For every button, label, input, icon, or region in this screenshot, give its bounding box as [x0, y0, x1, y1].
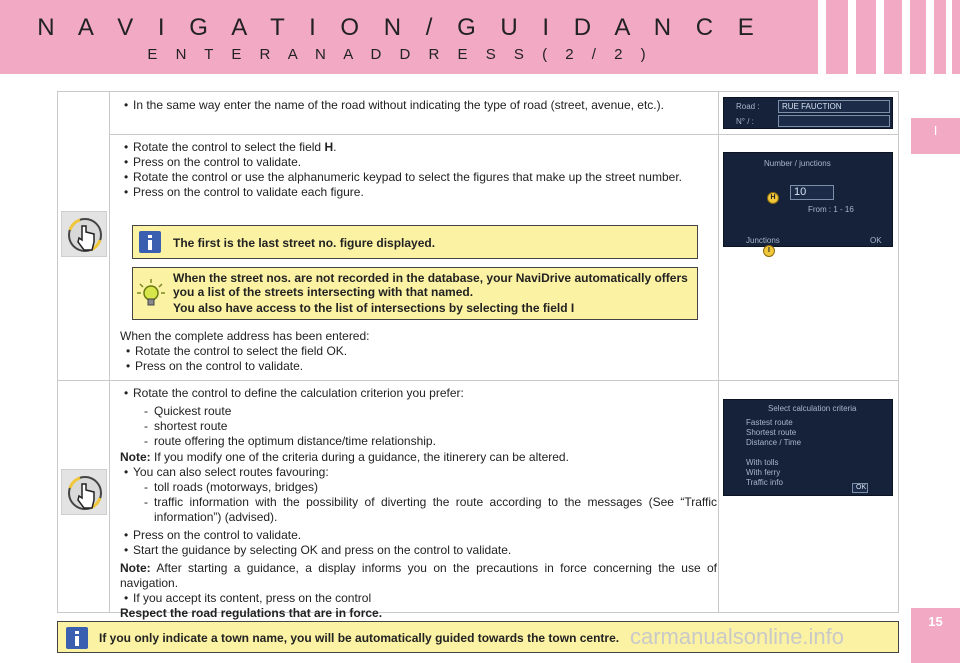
row-address [58, 92, 898, 381]
header-stripe [902, 0, 910, 74]
screen-title: Select calculation criteria [768, 404, 857, 413]
bullet-text: • Press on the control to validate each figure. [118, 185, 715, 200]
road-label: Road : [736, 102, 760, 111]
criterion-item: - Quickest route [118, 404, 715, 419]
criterion-item: - shortest route [118, 419, 715, 434]
header-stripe [848, 0, 856, 74]
tip-text-1: When the street nos. are not recorded in the database, your NaviDrive automatically offers you a list of the streets intersecting with that named. [173, 271, 688, 299]
complete-address-block [120, 329, 717, 374]
steps-list [118, 140, 715, 200]
favour-item: - toll roads (motorways, bridges) [118, 480, 717, 495]
page-header [0, 0, 960, 74]
respect-text: Respect the road regulations that are in force. [120, 606, 383, 620]
note-text: Note: If you modify one of the criteria during a guidance, the itinerery can be altered. [120, 450, 569, 464]
checkbox-item[interactable]: With tolls [746, 458, 779, 467]
page-title: N A V I G A T I O N / G U I D A N C E [37, 14, 763, 41]
image-column [718, 381, 898, 612]
criteria-block [118, 386, 715, 452]
bullet-text: • Start the guidance by selecting OK and press on the control to validate. [118, 543, 717, 558]
bullet-text: • Press on the control to validate. [120, 359, 717, 374]
note-block-1 [120, 450, 717, 621]
icon-column [58, 92, 110, 380]
ok-button: OK [870, 236, 882, 245]
number-entry-screen [723, 152, 893, 247]
marker-i: I [763, 245, 775, 257]
option-item[interactable]: Fastest route [746, 418, 793, 427]
number-field [778, 115, 890, 127]
criteria-screen [723, 399, 893, 496]
lightbulb-icon [137, 278, 165, 308]
junctions-button: Junctions [746, 236, 780, 245]
road-entry-screen [723, 97, 893, 129]
favour-item: - traffic information with the possibility of diverting the route according to the messages (See “Traffic information”) (advised). [118, 495, 717, 525]
number-label: N° / : [736, 117, 754, 126]
header-stripe [926, 0, 934, 74]
bullet-text: • You can also select routes favouring: [118, 465, 717, 480]
page-number: 15 [911, 608, 960, 663]
header-stripe [876, 0, 884, 74]
number-value-field: 10 [790, 185, 834, 200]
tip-note [132, 267, 698, 320]
page-subtitle: E N T E R A N A D D R E S S ( 2 / 2 ) [147, 46, 653, 63]
rotary-control-icon [61, 469, 107, 515]
bullet-text: • Rotate the control to select the field H. [118, 140, 715, 155]
tip-text-2: You also have access to the list of intersections by selecting the field I [173, 301, 575, 315]
content-table [57, 91, 899, 620]
bullet-text: • Press on the control to validate. [118, 155, 715, 170]
row-criteria [58, 381, 898, 620]
watermark: carmanualsonline.info [630, 624, 845, 649]
bullet-text: • Rotate the control or use the alphanumeric keypad to select the figures that make up the street number. [118, 170, 715, 185]
icon-column [58, 381, 110, 612]
checkbox-item[interactable]: Traffic info [746, 478, 783, 487]
note-text: Note: After starting a guidance, a display informs you on the precautions in force concerning the use of navigation. [120, 561, 717, 590]
complete-intro: When the complete address has been entered: [120, 329, 370, 343]
ok-button[interactable]: OK [852, 483, 868, 493]
info-note [132, 225, 698, 259]
marker-h: H [767, 192, 779, 204]
bullet-text: • Rotate the control to select the field OK. [120, 344, 717, 359]
bullet-text: • Press on the control to validate. [118, 528, 717, 543]
info-icon [139, 231, 161, 253]
option-item[interactable]: Shortest route [746, 428, 797, 437]
criterion-item: - route offering the optimum distance/time relationship. [118, 434, 715, 449]
option-item[interactable]: Distance / Time [746, 438, 802, 447]
bullet-text: • Rotate the control to define the calculation criterion you prefer: [118, 386, 715, 401]
info-note-text: The first is the last street no. figure displayed. [173, 236, 436, 250]
from-label: From : 1 - 16 [808, 205, 854, 214]
image-column [718, 92, 898, 380]
header-stripe [946, 0, 952, 74]
bullet-text: • In the same way enter the name of the road without indicating the type of road (street, avenue, etc.). [118, 98, 715, 113]
screen-title: Number / junctions [764, 159, 831, 168]
road-field: RUE FAUCTION [778, 100, 890, 113]
bullet-text: • If you accept its content, press on the control [118, 591, 717, 606]
info-icon [66, 627, 88, 649]
checkbox-item[interactable]: With ferry [746, 468, 781, 477]
rotary-control-icon [61, 211, 107, 257]
header-stripe [818, 0, 826, 74]
section-tab[interactable]: I [911, 118, 960, 154]
bottom-note-text: If you only indicate a town name, you will be automatically guided towards the town centre. [99, 631, 620, 645]
